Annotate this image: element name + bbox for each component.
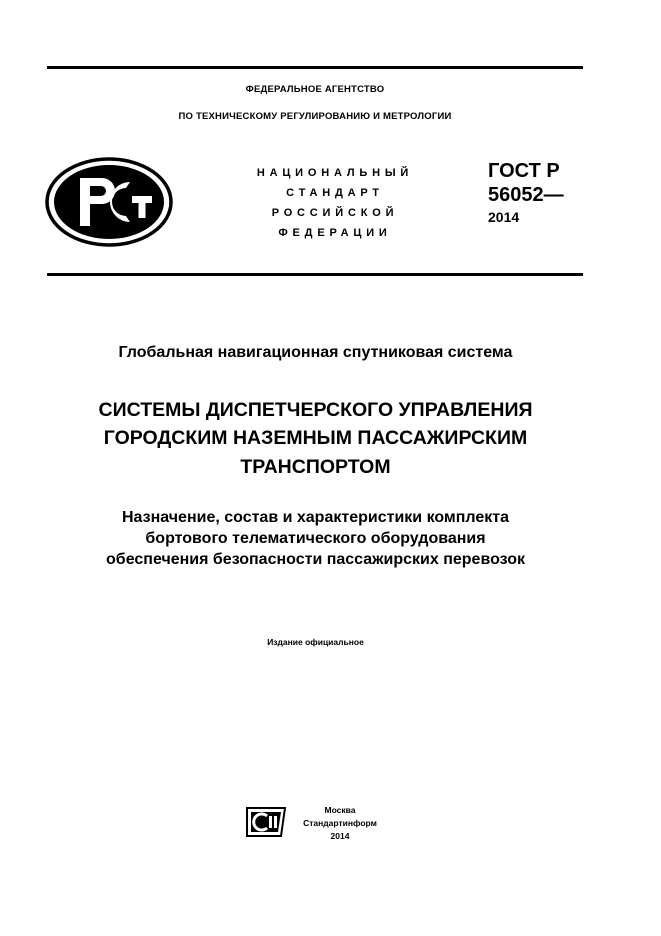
edition-label: Издание официальное (267, 637, 364, 647)
agency-name-line2: ПО ТЕХНИЧЕСКОМУ РЕГУЛИРОВАНИЮ И МЕТРОЛОГИИ (178, 111, 452, 122)
national-standard-line4: ФЕДЕРАЦИИ (278, 227, 392, 239)
national-standard-line1: НАЦИОНАЛЬНЫЙ (256, 167, 414, 179)
document-title-line3: ТРАНСПОРТОМ (240, 456, 391, 478)
publisher-name: Стандартинформ (303, 818, 377, 828)
standartinform-logo-icon (245, 806, 289, 838)
document-title-line2: ГОРОДСКИМ НАЗЕМНЫМ ПАССАЖИРСКИМ (103, 427, 528, 449)
document-title-line1: СИСТЕМЫ ДИСПЕТЧЕРСКОГО УПРАВЛЕНИЯ (98, 399, 533, 421)
top-divider (47, 66, 583, 69)
document-subtitle-line1: Назначение, состав и характеристики комплекта (121, 509, 510, 526)
national-standard-line2: СТАНДАРТ (286, 187, 384, 199)
publisher-year: 2014 (330, 831, 350, 841)
system-heading: Глобальная навигационная спутниковая система (118, 344, 513, 361)
gost-r-logo-icon (44, 156, 174, 248)
publisher-city: Москва (324, 805, 356, 815)
middle-divider (47, 273, 583, 276)
agency-name-line1: ФЕДЕРАЛЬНОЕ АГЕНТСТВО (245, 84, 385, 95)
document-subtitle-line2: бортового телематического оборудования (145, 530, 486, 547)
standard-code-year: 2014 (488, 209, 520, 225)
standard-code-number: 56052— (488, 184, 564, 206)
national-standard-line3: РОССИЙСКОЙ (271, 207, 399, 219)
standard-code-prefix: ГОСТ Р (488, 160, 560, 182)
document-subtitle-line3: обеспечения безопасности пассажирских перевозок (106, 551, 525, 568)
